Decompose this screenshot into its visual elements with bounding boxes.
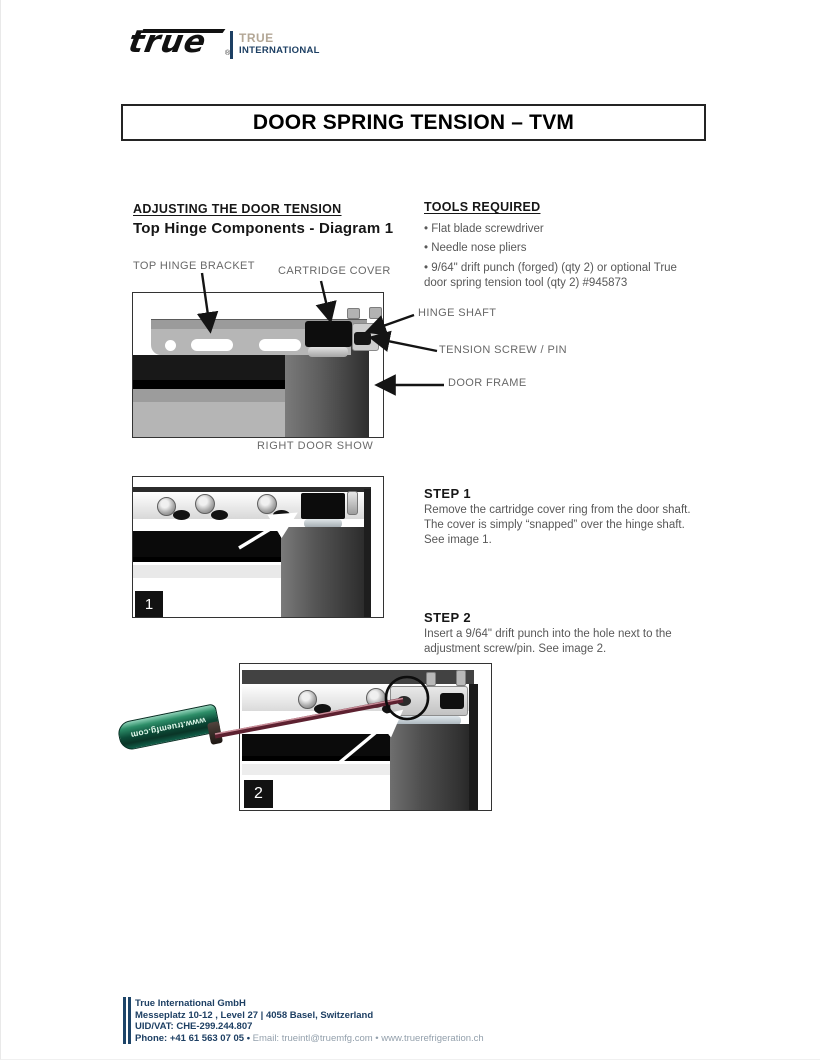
cartridge-cover [301,493,345,519]
page-title: DOOR SPRING TENSION – TVM [252,110,575,134]
door-frame-column [390,724,470,811]
tension-screw-pin [354,332,371,345]
tools-required-heading: TOOLS REQUIRED [424,200,541,214]
rail-top-band [242,670,474,684]
step2-body: Insert a 9/64" drift punch into the hole next to the adjustment screw/pin. See image 2. [424,628,672,655]
registered-mark: ® [225,50,231,57]
step2-image [239,663,492,811]
hinge-clip [173,510,190,520]
step1-body: Remove the cartridge cover ring from the door shaft. The cover is simply “snapped” over the hinge shaft. See image 1. [424,504,691,546]
hinge-cylinder [308,347,348,357]
door-band-black [133,531,281,557]
tension-tool-handle [116,703,221,752]
step1-heading: STEP 1 [424,486,471,501]
footer-accent-bar [123,997,126,1044]
diagram1-subheading: Top Hinge Components - Diagram 1 [133,220,394,237]
door-band-black2 [242,756,390,761]
tool-brand-text: www.truemfg.com [130,714,207,741]
tool-item: • Needle nose pliers [424,241,700,256]
door-band-light [242,764,390,775]
title-banner [121,104,706,141]
door-band-dark [133,355,285,380]
hinge-clip [211,510,228,520]
hinge-bolt [369,307,382,319]
image2-number-badge: 2 [244,780,273,808]
tool-item: • Flat blade screwdriver [424,222,700,237]
label-tension-screw-pin: TENSION SCREW / PIN [439,344,567,356]
step1-image [132,476,384,618]
door-band-light [133,402,285,438]
adjusting-heading: ADJUSTING THE DOOR TENSION [133,202,342,216]
door-band-black [242,734,390,756]
footer-block [135,998,484,1044]
footer-vat: UID/VAT: CHE-299.244.807 [135,1021,253,1032]
footer-phone: Phone: +41 61 563 07 05 • [135,1032,253,1044]
footer-address: Messeplatz 10-12 , Level 27 | 4058 Basel, Switzerland [135,1009,374,1021]
tool-item: • 9/64" drift punch (forged) (qty 2) or optional True door spring tension tool (qty 2) #945873 [424,261,700,290]
hinge-bolt [456,670,466,686]
frame-right-sliver [469,684,478,811]
logo-divider [230,31,233,59]
footer-accent-bar [128,997,131,1044]
tension-screw-pin [440,693,464,709]
footer-email-web: Email: trueintl@truemfg.com • www.truerefrigeration.ch [252,1032,484,1044]
door-band-gray [133,389,285,402]
logo-brand-true: TRUE [239,31,274,45]
diagram1-illustration [132,292,384,438]
hinge-clip [273,510,290,520]
hinge-bolt [426,672,436,686]
cartridge-cover [305,321,352,347]
true-logo-script: true [125,24,210,60]
door-frame-column [281,527,367,618]
bracket-hole-round [165,340,176,351]
tool-ferrule [207,721,223,745]
punch-hole [397,696,411,706]
door-band-light [133,565,281,578]
door-band-black [133,380,285,389]
label-cartridge-cover: CARTRIDGE COVER [278,265,391,277]
hinge-clip [314,704,331,714]
diagram1-caption: RIGHT DOOR SHOW [257,440,374,452]
image1-number-badge: 1 [135,591,163,618]
step2-heading: STEP 2 [424,610,471,625]
frame-right-sliver [364,489,371,618]
logo-brand-international: INTERNATIONAL [239,45,320,56]
shaft-screw [347,491,358,515]
label-top-hinge-bracket: TOP HINGE BRACKET [133,260,255,272]
footer-contact [135,1033,484,1045]
hinge-bolt [347,308,360,319]
label-door-frame: DOOR FRAME [448,377,527,389]
door-band-black2 [133,557,281,562]
bracket-slot [259,339,301,351]
label-hinge-shaft: HINGE SHAFT [418,307,497,319]
bracket-slot [191,339,233,351]
footer-company: True International GmbH [135,998,246,1009]
